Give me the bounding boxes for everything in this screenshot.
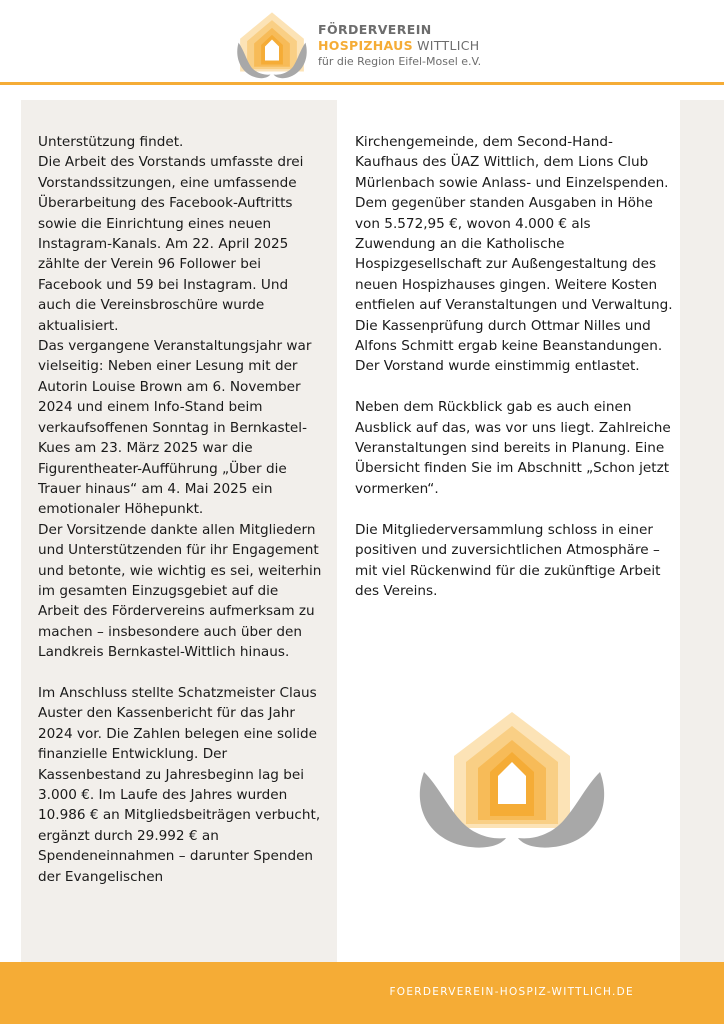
paragraph: Neben dem Rückblick gab es auch einen Ausblick auf das, was vor uns liegt. Zahlreiche Veranstaltungen sind bereits in Planung. Eine Übersicht finden Sie im Abschnitt „Schon jetzt vormerken“.: [355, 399, 671, 497]
website-link[interactable]: FOERDERVEREIN-HOSPIZ-WITTLICH.DE: [389, 986, 634, 998]
paragraph-gap: [355, 377, 673, 397]
org-name-line1: FÖRDERVEREIN: [318, 22, 432, 37]
org-name-city: WITTLICH: [412, 38, 480, 53]
paragraph-gap: [355, 499, 673, 519]
right-edge-panel: [680, 100, 724, 980]
page-footer: [0, 962, 724, 1024]
paragraph: Das vergangene Veranstaltungsjahr war vielseitig: Neben einer Lesung mit der Autorin Louise Brown am 6. November 2024 und einem Info-Stand beim verkaufsoffenen Sonntag in Bernkastel-Kues am 23. März 2025 war die Figurentheater-Aufführung „Über die Trauer hinaus“ am 4. Mai 2025 ein emotionaler Höhepunkt.: [38, 338, 312, 518]
left-text-column: [38, 132, 323, 887]
paragraph: Kirchengemeinde, dem Second-Hand-Kaufhaus des ÜAZ Wittlich, dem Lions Club Mürlenbach sowie Anlass- und Einzelspenden.: [355, 134, 669, 191]
paragraph: Im Anschluss stellte Schatzmeister Claus Auster den Kassenbericht für das Jahr 2024 vor. Die Zahlen belegen eine solide finanzielle Entwicklung. Der Kassenbestand zu Jahresbeginn lag bei 3.000 €. Im Laufe des Jahres wurden 10.986 € an Mitgliedsbeiträgen verbucht, ergänzt durch 29.992 € an Spendeneinnahmen – darunter Spenden der Evangelischen: [38, 684, 321, 885]
right-text-column: [355, 132, 673, 601]
hospice-logo-icon: [233, 10, 311, 80]
hospice-house-hands-icon: [412, 712, 612, 850]
organization-name: [318, 22, 481, 69]
page-header: [0, 0, 724, 84]
header-divider: [0, 82, 724, 85]
org-name-line2: [318, 38, 481, 54]
paragraph: Die Mitgliederversammlung schloss in einer positiven und zuversichtlichen Atmosphäre – mit viel Rückenwind für die zukünftige Arbeit des Vereins.: [355, 521, 661, 599]
org-name-highlight: HOSPIZHAUS: [318, 38, 413, 53]
paragraph: Die Arbeit des Vorstands umfasste drei Vorstandssitzungen, eine umfassende Überarbeitung des Facebook-Auftritts sowie die Einrichtung eines neuen Instagram-Kanals. Am 22. April 2025 zählte der Verein 96 Follower bei Facebook und 59 bei Instagram. Und auch die Vereinsbroschüre wurde aktualisiert.: [38, 154, 304, 334]
paragraph-gap: [38, 663, 323, 683]
org-region: für die Region Eifel-Mosel e.V.: [318, 55, 482, 68]
paragraph: Der Vorsitzende dankte allen Mitgliedern und Unterstützenden für ihr Engagement und betonte, wie wichtig es sei, weiterhin im gesamten Einzugsgebiet auf die Arbeit des Fördervereins aufmerksam zu machen – insbesondere auch über den Landkreis Bernkastel-Wittlich hinaus.: [38, 521, 322, 661]
paragraph: Dem gegenüber standen Ausgaben in Höhe von 5.572,95 €, wovon 4.000 € als Zuwendung an die Katholische Hospizgesellschaft zur Außengestaltung des neuen Hospizhauses gingen. Weitere Kosten entfielen auf Veranstaltungen und Verwaltung. Die Kassenprüfung durch Ottmar Nilles und Alfons Schmitt ergab keine Beanstandungen. Der Vorstand wurde einstimmig entlastet.: [355, 195, 673, 375]
paragraph: Unterstützung findet.: [38, 134, 184, 150]
